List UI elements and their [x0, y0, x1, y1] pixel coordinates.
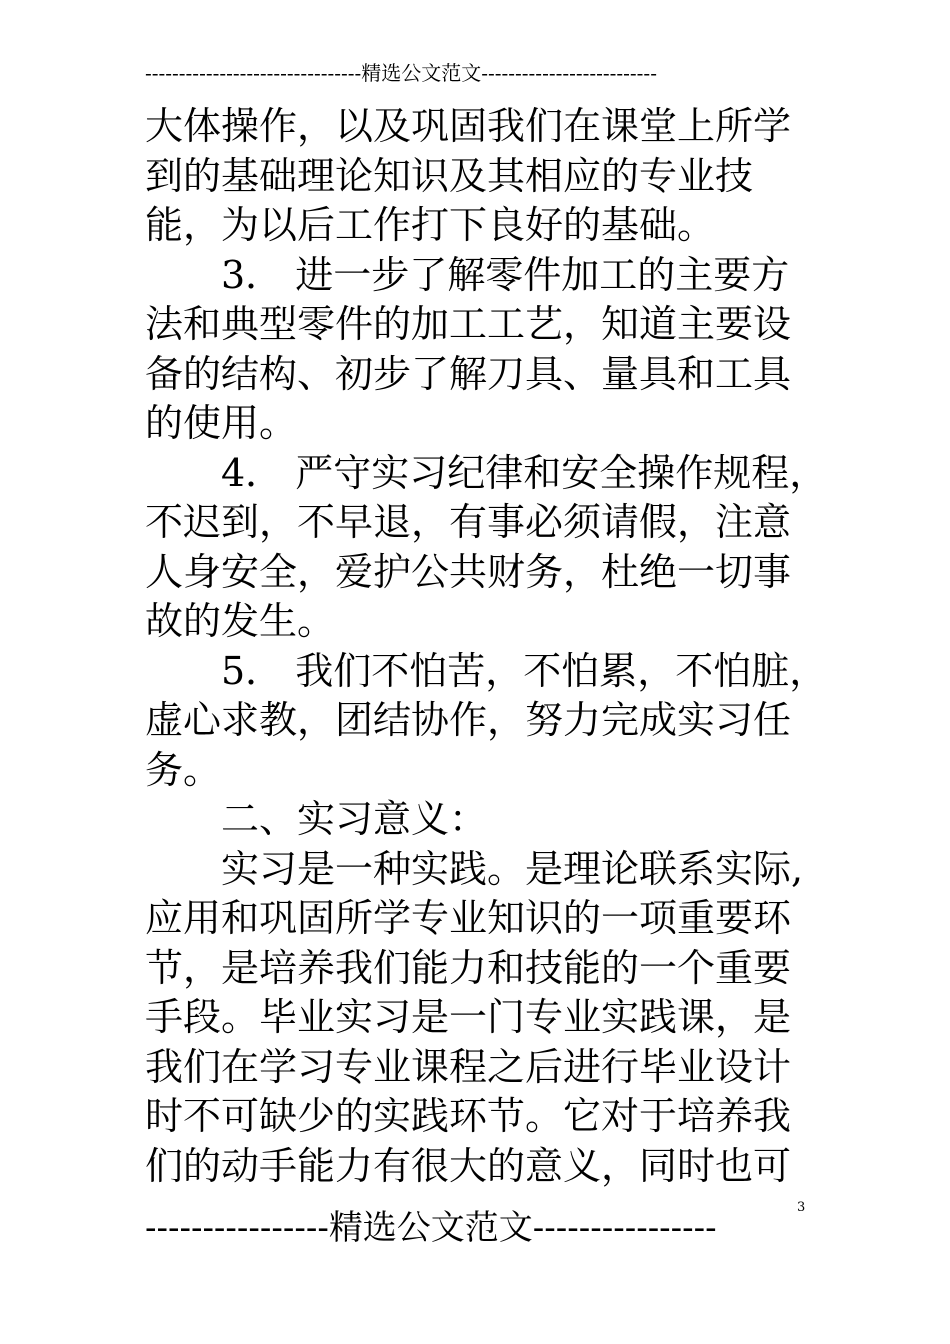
text-line: 务。 — [145, 747, 222, 792]
list-item-5: 5． 我们不怕苦，不怕累，不怕脏， — [221, 648, 828, 693]
text-line: 们的动手能力有很大的意义，同时也可 — [145, 1143, 792, 1188]
text-line: 的使用。 — [145, 401, 298, 445]
text-line-indented — [145, 251, 810, 301]
text-line: 人身安全，爱护公共财务，杜绝一切事 — [145, 549, 792, 594]
text-line: 应用和巩固所学专业知识的一项重要环 — [145, 896, 792, 940]
page-number: 3 — [797, 1200, 806, 1215]
text-line: 虚心求教，团结协作，努力完成实习任 — [145, 698, 792, 742]
text-line: 到的基础理论知识及其相应的专业技 — [145, 153, 754, 198]
section-heading: 二、实习意义： — [221, 797, 488, 841]
text-line: 能，为以后工作打下良好的基础。 — [145, 203, 716, 247]
text-line-indented — [145, 845, 810, 895]
text-line: 手段。毕业实习是一门专业实践课，是 — [145, 995, 792, 1039]
list-item-4: 4． 严守实习纪律和安全操作规程， — [221, 450, 828, 495]
text-line: 时不可缺少的实践环节。它对于培养我 — [145, 1094, 792, 1138]
text-line: 不迟到，不早退，有事必须请假，注意 — [145, 500, 792, 544]
text-line: 备的结构、初步了解刀具、量具和工具 — [145, 351, 792, 396]
text-line: 我们在学习专业课程之后进行毕业设计 — [145, 1044, 792, 1089]
page-header: --------------------------------精选公文范文-------------------------- — [145, 61, 657, 85]
text-line-indented — [145, 647, 828, 697]
document-body — [145, 102, 828, 1191]
page-footer: ----------------精选公文范文---------------- — [145, 1208, 717, 1248]
list-item-3: 3． 进一步了解零件加工的主要方 — [221, 252, 790, 297]
paragraph-start: 实习是一种实践。是理论联系实际, — [221, 846, 804, 891]
text-line-indented — [145, 449, 828, 499]
text-line: 节，是培养我们能力和技能的一个重要 — [145, 945, 792, 990]
text-line: 大体操作，以及巩固我们在课堂上所学 — [145, 104, 792, 148]
text-line: 故的发生。 — [145, 599, 336, 643]
text-line: 法和典型零件的加工工艺，知道主要设 — [145, 302, 792, 346]
section-heading-line — [145, 795, 810, 845]
